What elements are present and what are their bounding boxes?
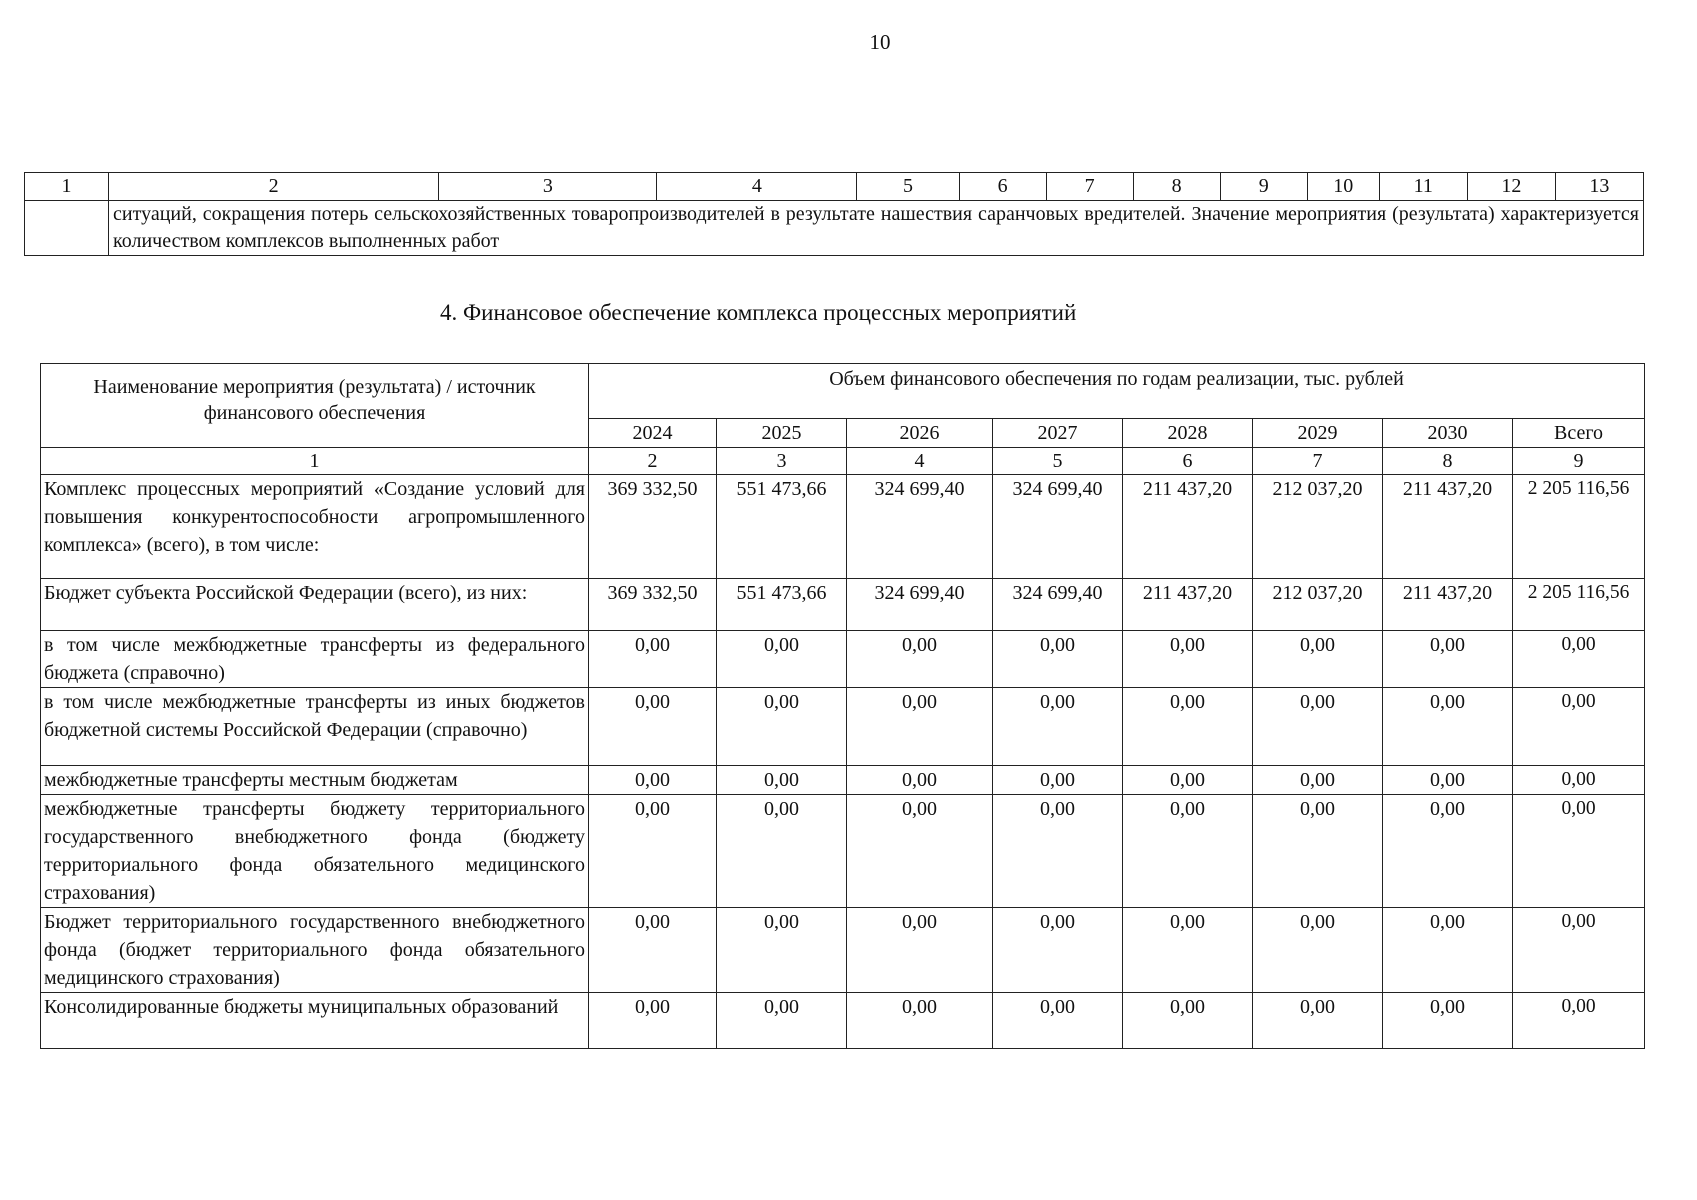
- value-cell: 0,00: [993, 908, 1123, 993]
- header-name: Наименование мероприятия (результата) / источник финансового обеспечения: [41, 364, 589, 448]
- value-cell: 211 437,20: [1123, 475, 1253, 579]
- value-cell: 0,00: [717, 631, 847, 688]
- total-value: 0,00: [1513, 908, 1645, 993]
- value-cell: 0,00: [993, 993, 1123, 1049]
- header-cell: 7: [1046, 173, 1133, 201]
- value-cell: 0,00: [1123, 766, 1253, 795]
- header-cell: 3: [439, 173, 657, 201]
- value-cell: 0,00: [1253, 908, 1383, 993]
- continuation-text: ситуаций, сокращения потерь сельскохозяйственных товаропроизводителей в результате нашествия саранчовых вредителей. Значение мероприятия (результата) характеризуется количеством комплексов выполненных работ: [109, 201, 1644, 256]
- value-cell: 0,00: [847, 993, 993, 1049]
- column-number: 8: [1383, 448, 1513, 475]
- value-cell: 0,00: [993, 688, 1123, 766]
- value-cell: 0,00: [847, 908, 993, 993]
- header-cell: 6: [959, 173, 1046, 201]
- value-cell: 0,00: [1253, 631, 1383, 688]
- column-number: 3: [717, 448, 847, 475]
- column-number: 2: [589, 448, 717, 475]
- table-row: [41, 688, 1645, 766]
- value-cell: 211 437,20: [1383, 579, 1513, 631]
- row-name: межбюджетные трансферты бюджету территориального государственного внебюджетного фонда (бюджету территориального фонда обязательного медицинского страхования): [41, 795, 589, 908]
- value-cell: 551 473,66: [717, 475, 847, 579]
- finance-table: [40, 363, 1645, 1049]
- value-cell: 0,00: [1123, 631, 1253, 688]
- year-header: 2024: [589, 419, 717, 448]
- row-name: в том числе межбюджетные трансферты из иных бюджетов бюджетной системы Российской Федерации (справочно): [41, 688, 589, 766]
- row-name: в том числе межбюджетные трансферты из федерального бюджета (справочно): [41, 631, 589, 688]
- value-cell: 0,00: [589, 766, 717, 795]
- total-value: 0,00: [1513, 795, 1645, 908]
- value-cell: 324 699,40: [993, 475, 1123, 579]
- value-cell: 0,00: [1123, 795, 1253, 908]
- value-cell: 0,00: [993, 766, 1123, 795]
- value-cell: 0,00: [847, 631, 993, 688]
- value-cell: 0,00: [1383, 688, 1513, 766]
- header-cell: 1: [25, 173, 109, 201]
- total-value: 0,00: [1513, 766, 1645, 795]
- value-cell: 0,00: [1383, 908, 1513, 993]
- column-number: 6: [1123, 448, 1253, 475]
- value-cell: 0,00: [589, 688, 717, 766]
- table-row: [41, 475, 1645, 579]
- header-cell: 9: [1220, 173, 1307, 201]
- value-cell: 324 699,40: [847, 475, 993, 579]
- continuation-table-header-row: [25, 173, 1644, 201]
- column-number-row: [41, 448, 1645, 475]
- value-cell: 0,00: [1383, 631, 1513, 688]
- value-cell: 324 699,40: [847, 579, 993, 631]
- value-cell: 211 437,20: [1383, 475, 1513, 579]
- value-cell: 0,00: [1123, 908, 1253, 993]
- row-name: Бюджет территориального государственного внебюджетного фонда (бюджет территориального фонда обязательного медицинского страхования): [41, 908, 589, 993]
- total-value: 0,00: [1513, 688, 1645, 766]
- column-number: 7: [1253, 448, 1383, 475]
- table-row: [41, 579, 1645, 631]
- header-cell: 2: [109, 173, 439, 201]
- continuation-table: [24, 172, 1644, 256]
- value-cell: 0,00: [1123, 993, 1253, 1049]
- value-cell: 0,00: [589, 631, 717, 688]
- value-cell: 0,00: [993, 795, 1123, 908]
- year-header: 2028: [1123, 419, 1253, 448]
- row-name: Бюджет субъекта Российской Федерации (всего), из них:: [41, 579, 589, 631]
- year-header: 2025: [717, 419, 847, 448]
- value-cell: 0,00: [717, 795, 847, 908]
- total-value: 2 205 116,56: [1513, 475, 1645, 579]
- value-cell: 0,00: [1253, 688, 1383, 766]
- header-cell: 4: [657, 173, 857, 201]
- table-row: [41, 993, 1645, 1049]
- value-cell: 324 699,40: [993, 579, 1123, 631]
- column-number: 5: [993, 448, 1123, 475]
- column-number: 4: [847, 448, 993, 475]
- value-cell: 0,00: [589, 993, 717, 1049]
- value-cell: 212 037,20: [1253, 579, 1383, 631]
- header-cell: 11: [1379, 173, 1467, 201]
- value-cell: 369 332,50: [589, 475, 717, 579]
- value-cell: 0,00: [1383, 795, 1513, 908]
- header-cell: 12: [1467, 173, 1555, 201]
- value-cell: 0,00: [1383, 766, 1513, 795]
- year-header: 2030: [1383, 419, 1513, 448]
- value-cell: 0,00: [1253, 795, 1383, 908]
- finance-table-body: [41, 475, 1645, 1049]
- year-header: 2027: [993, 419, 1123, 448]
- total-value: 2 205 116,56: [1513, 579, 1645, 631]
- continuation-row: [25, 201, 1644, 256]
- value-cell: 0,00: [993, 631, 1123, 688]
- value-cell: 0,00: [1383, 993, 1513, 1049]
- value-cell: 0,00: [717, 993, 847, 1049]
- value-cell: 0,00: [847, 688, 993, 766]
- value-cell: 369 332,50: [589, 579, 717, 631]
- year-header: 2029: [1253, 419, 1383, 448]
- total-header: Всего: [1513, 419, 1645, 448]
- value-cell: 211 437,20: [1123, 579, 1253, 631]
- page-number: 10: [869, 30, 891, 54]
- column-number: 9: [1513, 448, 1645, 475]
- value-cell: 0,00: [847, 795, 993, 908]
- header-cell: 13: [1555, 173, 1643, 201]
- value-cell: 0,00: [847, 766, 993, 795]
- value-cell: 0,00: [717, 908, 847, 993]
- value-cell: 0,00: [589, 795, 717, 908]
- row-name: Комплекс процессных мероприятий «Создание условий для повышения конкурентоспособности агропромышленного комплекса» (всего), в том числе:: [41, 475, 589, 579]
- header-volume: Объем финансового обеспечения по годам реализации, тыс. рублей: [589, 364, 1645, 419]
- finance-header-row: [41, 364, 1645, 419]
- row-name: межбюджетные трансферты местным бюджетам: [41, 766, 589, 795]
- empty-cell: [25, 201, 109, 256]
- total-value: 0,00: [1513, 631, 1645, 688]
- table-row: [41, 795, 1645, 908]
- table-row: [41, 908, 1645, 993]
- column-number: 1: [41, 448, 589, 475]
- header-cell: 10: [1307, 173, 1379, 201]
- value-cell: 0,00: [1253, 993, 1383, 1049]
- year-header: 2026: [847, 419, 993, 448]
- section-title: 4. Финансовое обеспечение комплекса процессных мероприятий: [440, 300, 1077, 325]
- table-row: [41, 631, 1645, 688]
- table-row: [41, 766, 1645, 795]
- value-cell: 0,00: [1253, 766, 1383, 795]
- value-cell: 551 473,66: [717, 579, 847, 631]
- header-cell: 8: [1133, 173, 1220, 201]
- value-cell: 212 037,20: [1253, 475, 1383, 579]
- value-cell: 0,00: [717, 688, 847, 766]
- row-name: Консолидированные бюджеты муниципальных образований: [41, 993, 589, 1049]
- header-cell: 5: [857, 173, 959, 201]
- value-cell: 0,00: [1123, 688, 1253, 766]
- value-cell: 0,00: [717, 766, 847, 795]
- value-cell: 0,00: [589, 908, 717, 993]
- total-value: 0,00: [1513, 993, 1645, 1049]
